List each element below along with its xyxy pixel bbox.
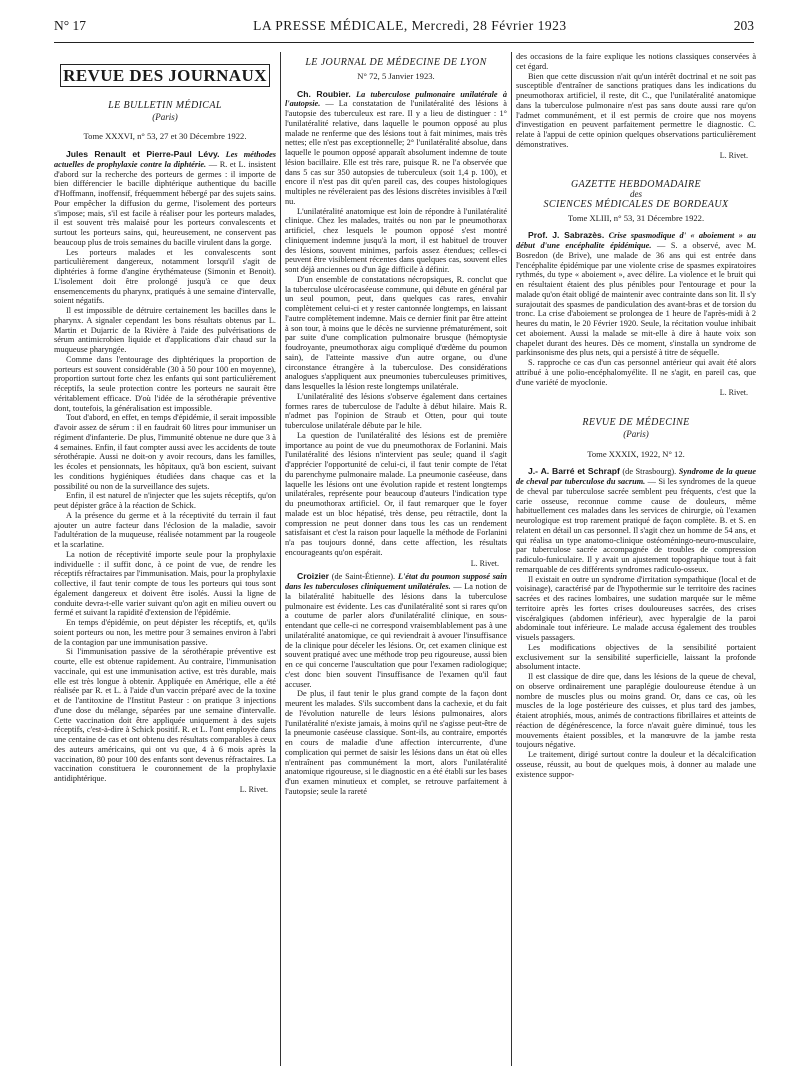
column-divider — [280, 52, 281, 1066]
signature: L. Rivet. — [719, 150, 748, 160]
paragraph: La notion de réceptivité importe seule pour la prophylaxie individuelle : il suffit donc, à ce point de vue, de rendre les réceptifs réfractaires par l'immunisation. Mais, pour la prophylaxie collective, il faut tenir compte de tous les porteurs qui tous sont également dangereux et doivent être isolés. Aussi la ligne de conduite devra-t-elle varier suivant qu'on agit en milieu ouvert ou fermé et suivant la rapidité d'extension de l'épidémie. — [54, 549, 276, 618]
issue-number: N° 17 — [54, 18, 87, 33]
page-number: 203 — [733, 18, 754, 33]
paragraph: En temps d'épidémie, on peut dépister les réceptifs, et, qu'ils soient porteurs ou non, les mettre pour 3 semaines environ à l'abri de la contagion par une immunisation passive. — [54, 618, 276, 647]
issue-reference: N° 72, 5 Janvier 1923. — [357, 70, 435, 81]
column-middle — [285, 52, 507, 1074]
article-lead-text: — La constatation de l'unilatéralité des lésions à l'autopsie des tuberculeux est rare. Il y a lieu de distinguer : 1° l'unilatéralité relative, dans laquelle le poumon opposé au plus malade ne renferme que des lésions tout à fait minimes, mais très nettes; elle n'est pas exceptionnelle; 2° l'unilatéralité absolue, dans laquelle le poumon opposé apparaît absolument indemne de toute lésion bacillaire. Elle est très rare, puisque R. ne l'a observée que dans 5 cas sur 350 autopsies de tuberculeux (soit 1,4 p. 100), et encore il n'est pas dit qu'en pareil cas, des coupes histologiques multiples ne révéleraient pas des lésions discrètes invisibles à l'œil nu. — [285, 99, 507, 206]
paragraph: Il est impossible de détruire certainement les bacilles dans le pharynx. A signaler cependant les bons résultats obtenus par L. Martin et Dujarric de la Rivière à l'aide des pulvérisations de sérum antimicrobien liquide et d'applications d'air chaud sur la muqueuse pharyngée. — [54, 306, 276, 354]
article-authors: Prof. J. Sabrazès. — [528, 230, 605, 241]
paragraph: Enfin, il est naturel de n'injecter que les sujets réceptifs, qu'on peut dépister grâce à la réaction de Schick. — [54, 491, 276, 510]
article-lead — [54, 150, 276, 248]
page-header — [54, 18, 754, 40]
journal-section-connector: des — [630, 189, 642, 199]
article-title: La tuberculose pulmonaire unilatérale à l'autopsie. — [285, 89, 507, 109]
journal-section-heading: LE JOURNAL DE MÉDECINE DE LYON — [305, 57, 487, 68]
paragraph: Il est classique de dire que, dans les lésions de la queue de cheval, on observe ordinairement une paraplégie douloureuse étendue à un nombre de muscles plus ou moins grand. Or, dans ce cas, où les muscles de la loge postérieure des cuisses, et plus tard des jambes, étaient atrophiés, mous, animés de contractions fibrillaires et atteints de réaction de dégénérescence, la force n'avait guère diminué, tous les mouvements étaient possibles, et la manœuvre de la jambe resta toujours négative. — [516, 672, 756, 750]
article-affiliation: (de Strasbourg). — [619, 467, 679, 477]
issue-reference: Tome XXXVI, n° 53, 27 et 30 Décembre 1922. — [83, 131, 247, 142]
paragraph: Tout d'abord, en effet, en temps d'épidémie, il serait impossible d'avoir assez de sérum : il en faudrait 60 litres pour immuniser un régiment d'infanterie. De plus, l'immunité obtenue ne dure que 3 à 4 semaines. Enfin, il faut compter aussi avec les accidents de toute sérothérapie. Aussi ne doit-on y avoir recours, dans les familles, les écoles et pensionnats, les hôpitaux, qu'à bon escient, suivant les conditions hygiéniques étudiées dans chaque cas et la possibilité ou non de la surveillance des sujets. — [54, 413, 276, 491]
article-title: Syndrome de la queue de cheval par tuberculose du sacrum. — [516, 467, 756, 486]
article-lead-text: — R. et L. insistent d'abord sur la recherche des porteurs de germes : il importe de bien différencier le bacille diphtérique authentique du bacille d'Hoffmann, inoffensif, fréquemment hébergé par des sujets sains. Pour empêcher la diffusion du germe, l'isolement des porteurs s'impose; mais, s'il est facile à réaliser pour les porteurs malades, il est souvent très malaisé pour les porteurs convalescents et surtout les porteurs sains, qui, heureusement, ne conservent pas beaucoup plus de trois semaines du bacille virulent dans la gorge. — [54, 159, 276, 247]
article-lead-text: — S. a observé, avec M. Bosredon (de Brive), une malade de 36 ans qui est entrée dans l'encéphalite épidémique par une violente crise de spasmes expiratoires rythmés, du type « aboiement », avec délire. La violence et le bruit qui en résultaient étaient des plus pénibles pour l'entourage et pour la malade qu'on était obligé de maintenir avec contrainte dans son lit. Il s'y surajoutait des spasmes de pandiculation des avant-bras et de torsion du tronc. La crise d'aboiement se prolongea de 1 heure de l'après-midi à 2 heures du matin, le 20 Février 1920. Seule, la récitation voulue inhibait cet aboiement. Aussi la malade se mit-elle à dire à haute voix son chapelet durant des heures. Dès ce moment, s'installa un syndrome de parkinsonisme des plus nets, qui a persisté à titre de séquelle. — [516, 241, 756, 358]
journal-section-heading-2: SCIENCES MÉDICALES DE BORDEAUX — [543, 198, 729, 210]
paragraph: Bien que cette discussion n'ait qu'un intérêt doctrinal et ne soit pas susceptible d'entraîner de sanctions pratiques dans les indications du pneumothorax artificiel, il reste, dit C., que l'unilatéralité anatomique dans la tuberculose pulmonaire n'est pas sans doute aussi rare qu'on l'admet communément, et il est permis de croire que nos moyens d'investigation en peuvent parfaitement permettre le diagnostic. C. relate à l'appui de cette opinion quelques observations particulièrement démonstratives. — [516, 71, 756, 149]
paragraph: Comme dans l'entourage des diphtériques la proportion de porteurs est souvent considérable (30 à 50 pour 100 en moyenne), proportion surtout forte chez les enfants qui sont particulièrement réceptifs, la seule protection contre les porteurs ne saurait être véritablement efficace. D'où l'idée de la sérothérapie préventive dont, toutefois, la généralisation est impossible. — [54, 354, 276, 413]
signature: L. Rivet. — [239, 784, 268, 794]
article-lead — [516, 467, 756, 574]
article-authors: Croizier — [297, 571, 329, 582]
journal-section-heading: GAZETTE HEBDOMADAIRE — [571, 179, 701, 191]
article-title: Crise spasmodique d' « aboiement » au début d'une encéphalite épidémique. — [516, 231, 756, 250]
journal-section-heading: REVUE DE MÉDECINE — [582, 417, 690, 428]
paragraph: L'unilatéralité des lésions s'observe également dans certaines formes rares de tuberculose de l'adulte à début hilaire. Mais R. n'admet pas l'opinion de Straub et Otten, pour qui toute tuberculose unilatérale débute par le hile. — [285, 391, 507, 430]
column-divider — [511, 52, 512, 1066]
journal-section-city: (Paris) — [152, 111, 178, 122]
article-lead — [285, 572, 507, 689]
signature: L. Rivet. — [719, 388, 748, 398]
issue-reference: Tome XLIII, n° 53, 31 Décembre 1922. — [567, 212, 705, 223]
paragraph: De plus, il faut tenir le plus grand compte de la façon dont meurent les malades. S'ils succombent dans la cachexie, et du fait de l'évolution naturelle de leurs lésions pulmonaires, alors l'unilatéralité n'existe jamais, à moins qu'il ne s'agisse peut-être de la pneumonie caséeuse classique. Sont-ils, au contraire, emportés en cours de maladie d'une affection intercurrente, d'une complication qui permet de saisir les lésions dans un état où elles n'entraînent pas communément la mort, alors l'unilatéralité anatomique rigoureuse, si le diagnostic en a été établi sur les bases d'un examen minutieux et complet, se retrouve parfaitement à l'autopsie; seule la rareté — [285, 689, 507, 796]
paragraph: A la présence du germe et à la réceptivité du terrain il faut ajouter un autre facteur dans l'éclosion de la maladie, savoir l'adultération de la muqueuse, réalisée notamment par la rougeole et la scarlatine. — [54, 510, 276, 549]
paragraph: Les modifications objectives de la sensibilité portaient exclusivement sur la sensibilité superficielle, laissant la profonde absolument intacte. — [516, 642, 756, 672]
paragraph: Les porteurs malades et les convalescents sont particulièrement dangereux, notamment lorsqu'il s'agit de diphtéries à forme d'angine érythémateuse (Simonin et Benoit). L'isolement doit être prolongé jusqu'à ce que deux ensemencements du pharynx, pratiqués à une semaine d'intervalle, soient négatifs. — [54, 247, 276, 306]
article-title: L'état du poumon supposé sain dans les tuberculoses cliniquement unilatérales. — [285, 572, 507, 591]
article-lead — [285, 90, 507, 207]
signature: L. Rivet. — [470, 558, 499, 568]
paragraph: Le traitement, dirigé surtout contre la douleur et la décalcification osseuse, réussit, au bout de quelques mois, à donner au malade une existence suppor- — [516, 750, 756, 779]
journal-section-city: (Paris) — [623, 428, 649, 439]
article-lead-text: — La notion de la bilatéralité habituelle des lésions dans la tuberculose pulmonaire est évidente. Les cas d'unilatéralité sont si rares qu'on a coutume de parler alors d'unilatéralité clinique, en sous-entendant que celle-ci ne correspond vraisemblablement pas à une unilatéralité anatomique, ce qui reviendrait à avouer l'insuffisance de la clinique pour déceler les lésions. Or, cet examen clinique est souvent pratiqué avec une méthode trop peu rigoureuse, aussi bien en ce qui concerne l'auscultation que pour l'examen radiologique; c'est donc bien souvent l'insuffisance de l'examen qu'il faut accuser. — [285, 582, 507, 689]
paragraph: S. rapproche ce cas d'un cas personnel antérieur qui avait été alors attribué à une polio-encéphalomyélite. Il ne s'agit, en pareil cas, que d'une variété de myoclonie. — [516, 358, 756, 387]
paragraph: Il existait en outre un syndrome d'irritation sympathique (local et de voisinage), caractérisé par de l'hypothermie sur le territoire des racines sacrées et des racines lombaires, une sudation marquée sur le même territoire après les fortes crises douloureuses sacrées, des crises viscéralgiques (abdomen inférieur), avec hyperalgie de la paroi abdominale tout inférieure. Le malade accusa également des troubles visuels passagers. — [516, 574, 756, 642]
journal-section-heading: LE BULLETIN MÉDICAL — [108, 99, 222, 111]
column-left — [54, 52, 276, 1074]
article-title: Les méthodes actuelles de prophylaxie contre la diphtérie. — [54, 150, 276, 169]
paragraph: D'un ensemble de constatations nécropsiques, R. conclut que la tuberculose ulcérocaséeuse commune, qui débute en général par un seul poumon, peut, dans quelques cas rares, envahir complètement celui-ci et y rester cantonnée longtemps, en laissant l'autre complètement indemne. Mais ce dernier finit par être atteint à son tour, à moins que le décès ne survienne prématurément, soit par suite d'une complication pulmonaire brusque (hémoptysie foudroyante, pneumothorax aigu compliqué d'œdème du poumon sain), de l'atteinte massive d'un autre organe, ou d'une circonstance étrangère à la tuberculose. Des considérations analogues s'appliquent aux pneumonies tuberculeuses primitives, dans lesquelles la lésion reste longtemps unilatérale. — [285, 274, 507, 391]
paragraph: Si l'immunisation passive de la sérothérapie préventive est courte, elle est obtenue rapidement. Au contraire, l'immunisation vaccinale, qui est une immunisation active, est très durable, mais elle est très longue à obtenir. Appliquée en Amérique, elle a été réalisée par R. et L. à l'aide d'un vaccin préparé avec de la toxine et de l'antitoxine de l'Institut Pasteur : on pratique 3 injections d'une dose du mélange, séparées par une semaine d'intervalle. Cette vaccination doit être appliquée uniquement à des sujets réceptifs, c'est-à-dire à Schick positif. R. et L. l'ont employée dans une centaine de cas et ont obtenu des résultats comparables à ceux des auteurs américains, qui ont vu que, 4 à 6 mois après la vaccination, 80 pour 100 des enfants sont devenus réfractaires. La vaccination constituera le couronnement de la prophylaxie antidiphtérique. — [54, 647, 276, 783]
column-right — [516, 52, 756, 1074]
article-affiliation: (de Saint-Étienne). — [329, 572, 398, 582]
issue-reference: Tome XXXIX, 1922, N° 12. — [587, 448, 685, 459]
journal-title: LA PRESSE MÉDICALE, Mercredi, 28 Février 1923 — [253, 18, 567, 33]
article-authors: Ch. Roubier. — [297, 88, 351, 99]
article-authors: J.- A. Barré et Schrapf — [528, 466, 620, 477]
article-authors: Jules Renault et Pierre-Paul Lévy. — [66, 149, 220, 159]
paragraph: La question de l'unilatéralité des lésions est de première importance au point de vue du pneumothorax de Forlanini. Mais l'unilatéralité des lésions n'intervient pas seule; quand il s'agit d'apprécier l'opportunité de celui-ci, il faut tenir compte de l'état du parenchyme pulmonaire malade. La pneumonie caséeuse, dans laquelle les lésions ont une évolution rapide et restent longtemps unilatérales, représente pour beaucoup d'auteurs l'indication type du pneumothorax artificiel. Or, il faut remarquer que le foyer malade est un bloc hépatisé, très dense, peu rétractile, dont la compression ne peut donner dans tous les cas un rendement satisfaisant et c'est la raison pour laquelle la méthode de Forlanini n'a pas toujours donné, dans cette affection, les résultats encourageants qu'on espérait. — [285, 430, 507, 557]
paragraph: L'unilatéralité anatomique est loin de répondre à l'unilatéralité clinique. Chez les malades, traités ou non par le pneumothorax artificiel, chez lesquels le poumon opposé s'est montré cliniquement indemne jusqu'à la mort, il est habituel de trouver des lésions, souvent minimes, parfois assez étendues; celles-ci peuvent être visiblement récentes dans quelques cas, souvent elles sont déjà anciennes ou d'un âge difficile à définir. — [285, 206, 507, 274]
section-box-title: REVUE DES JOURNAUX — [60, 64, 270, 87]
paragraph: des occasions de la faire explique les notions classiques conservées à cet égard. — [516, 52, 756, 71]
header-rule — [54, 42, 754, 43]
article-lead — [516, 231, 756, 358]
article-lead-text: — Si les syndromes de la queue de cheval par tuberculose sacrée semblent peu fréquents, c'est que la carie osseuse, reconnue comme cause de douleurs, même habituellement ces malades dans les services de chirurgie, où l'examen neurologique est trop rarement pratiqué de façon complète. B. et S. en relatent en détail un cas personnel. Il s'agit chez un homme de 54 ans, et qui réalisa un type anatomo-clinique ostéoméningo-neuro-musculaire, par tuberculose sacrée accompagnée de troubles de compression radiculo-funiculaire. Il y avait un ajustement topographique tout à fait remarquable de ces différents syndromes radiculo-osseux. — [516, 477, 756, 574]
